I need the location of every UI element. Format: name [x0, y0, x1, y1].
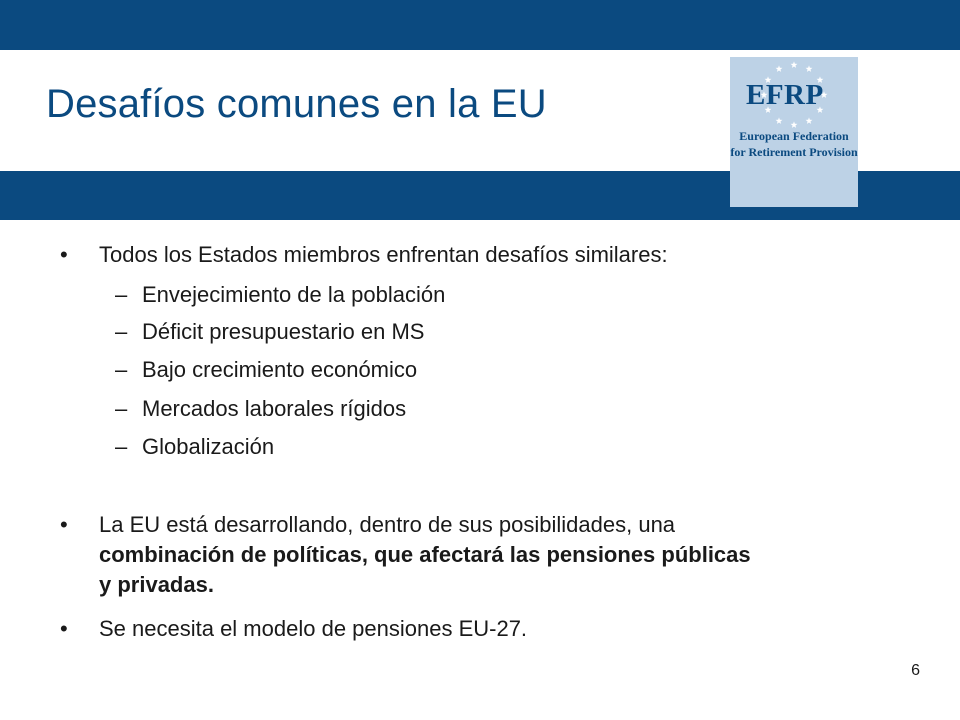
star-icon — [791, 121, 798, 128]
sub-bullet-text: Globalización — [142, 434, 275, 459]
bullet-text — [99, 510, 879, 600]
page-number: 6 — [911, 662, 920, 679]
dash-symbol: – — [115, 282, 128, 307]
logo-name-line-1: European Federation — [739, 129, 849, 143]
header-band-top — [0, 0, 960, 50]
slide-title: Desafíos comunes en la EU — [46, 82, 547, 126]
bullet-item — [0, 240, 960, 270]
sub-bullet-item — [0, 280, 960, 310]
sub-bullet-text: Bajo crecimiento económico — [142, 357, 418, 382]
bullet-symbol: • — [60, 242, 68, 267]
bullet-symbol: • — [60, 616, 68, 641]
sub-bullet-text: Envejecimiento de la población — [142, 282, 446, 307]
star-icon — [776, 65, 783, 72]
logo-name-line-2: for Retirement Provision — [730, 145, 858, 159]
star-icon — [791, 61, 798, 68]
bullet-text: Todos los Estados miembros enfrentan desafíos similares: — [99, 242, 668, 267]
bullet-text: Se necesita el modelo de pensiones EU-27. — [99, 616, 528, 641]
sub-bullet-item — [0, 317, 960, 347]
bullet-symbol: • — [60, 512, 68, 537]
sub-bullet-item — [0, 355, 960, 385]
logo-full-name — [730, 128, 858, 160]
sub-bullet-item — [0, 394, 960, 424]
dash-symbol: – — [115, 396, 128, 421]
sub-bullet-text: Déficit presupuestario en MS — [142, 319, 425, 344]
dash-symbol: – — [115, 357, 128, 382]
sub-bullet-item — [0, 432, 960, 462]
dash-symbol: – — [115, 434, 128, 459]
bullet-text-bold-line: y privadas. — [99, 572, 214, 597]
star-icon — [776, 117, 783, 124]
star-icon — [806, 65, 813, 72]
sub-bullet-text: Mercados laborales rígidos — [142, 396, 407, 421]
star-icon — [806, 117, 813, 124]
bullet-item — [0, 614, 960, 644]
bullet-item — [0, 510, 960, 600]
bullet-text-line: La EU está desarrollando, dentro de sus posibilidades, una — [99, 512, 676, 537]
logo-abbreviation: EFRP — [746, 79, 824, 111]
efrp-logo — [730, 57, 858, 207]
bullet-text-bold-line: combinación de políticas, que afectará las pensiones públicas — [99, 542, 751, 567]
dash-symbol: – — [115, 319, 128, 344]
